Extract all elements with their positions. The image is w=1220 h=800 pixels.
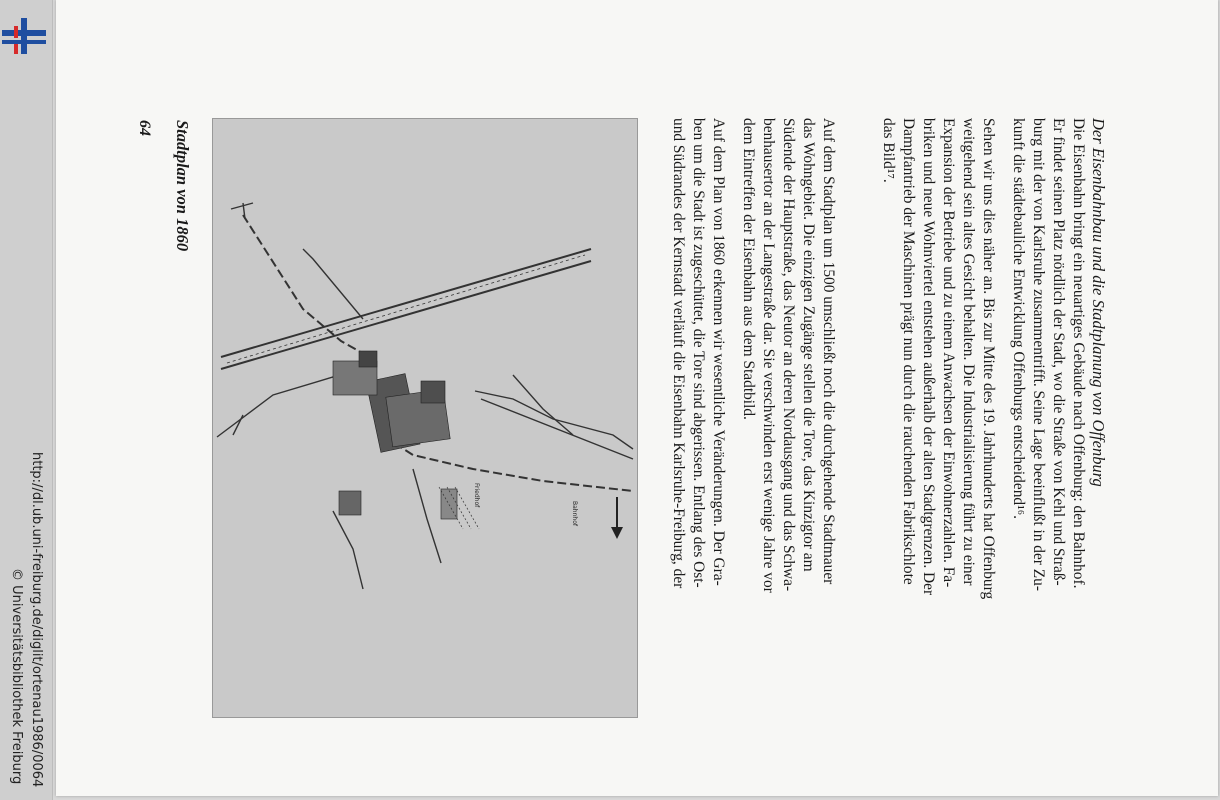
text-line: das Wohngebiet. Die einzigen Zugänge stellen die Tore, das Kinzigtor am: [800, 118, 817, 572]
text-line: benhausertor an der Langestraße dar. Sie verschwinden erst wenige Jahre vor: [760, 118, 777, 593]
text-line: Die Eisenbahn bringt ein neuartiges Gebäude nach Offenburg: den Bahnhof.: [1070, 118, 1087, 589]
text-line: Sehen wir uns dies näher an. Bis zur Mitte des 19. Jahrhunderts hat Offenburg: [980, 118, 997, 600]
text-line: weitgehend sein altes Gesicht behalten. Die Industrialisierung führt zu einer: [960, 118, 977, 586]
text-line: Er findet seinen Platz nördlich der Stadt, wo die Straße von Kehl und Straß-: [1050, 118, 1067, 586]
page-number: 64: [136, 120, 153, 136]
text-line: Auf dem Plan von 1860 erkennen wir wesentliche Veränderungen. Der Gra-: [710, 118, 727, 586]
text-line: Dampfantrieb der Maschinen prägt nun durch die rauchenden Fabrikschlote: [900, 118, 917, 585]
text-line: burg mit der von Karlsruhe zusammentrifft. Seine Lage beeinflußt in der Zu-: [1030, 118, 1047, 591]
text-line: Auf dem Stadtplan um 1500 umschließt noch die durchgehende Stadtmauer: [820, 118, 837, 585]
text-line: briken und neue Wohnviertel entstehen außerhalb der alten Stadtgrenzen. Der: [920, 118, 937, 596]
library-logo[interactable]: [2, 18, 46, 54]
text-line: das Bild¹⁷.: [880, 118, 897, 183]
map-label-friedhof: Friedhof: [473, 483, 480, 508]
map-drawing: [213, 119, 637, 717]
text-line: ben um die Stadt ist zugeschüttet, die Tore sind abgerissen. Entlang des Ost-: [690, 118, 707, 588]
map-label-bahnhof: Bahnhof: [571, 501, 578, 526]
sidebar: [0, 0, 53, 800]
scanned-page: [56, 0, 1218, 796]
text-line: Südende der Hauptstraße, das Neutor an deren Nordausgang und das Schwa-: [780, 118, 797, 592]
city-map-1860: [212, 118, 638, 718]
permalink-url[interactable]: http://dl.ub.uni-freiburg.de/diglit/ortenau1986/0064: [29, 452, 44, 788]
copyright-notice: © Universitätsbibliothek Freiburg: [9, 568, 24, 785]
text-line: dem Eintreffen der Eisenbahn aus dem Stadtbild.: [740, 118, 757, 420]
map-caption: Stadtplan von 1860: [173, 120, 192, 252]
text-line: und Südrandes der Kernstadt verläuft die Eisenbahn Karlsruhe-Freiburg, der: [670, 118, 687, 589]
section-heading: Der Eisenbahnbau und die Stadtplanung von Offenburg: [1089, 118, 1108, 487]
text-line: kunft die städtebauliche Entwicklung Offenburgs entscheidend¹⁶.: [1010, 118, 1027, 519]
text-line: Expansion der Betriebe und zu einem Anwachsen der Einwohnerzahlen. Fa-: [940, 118, 957, 588]
